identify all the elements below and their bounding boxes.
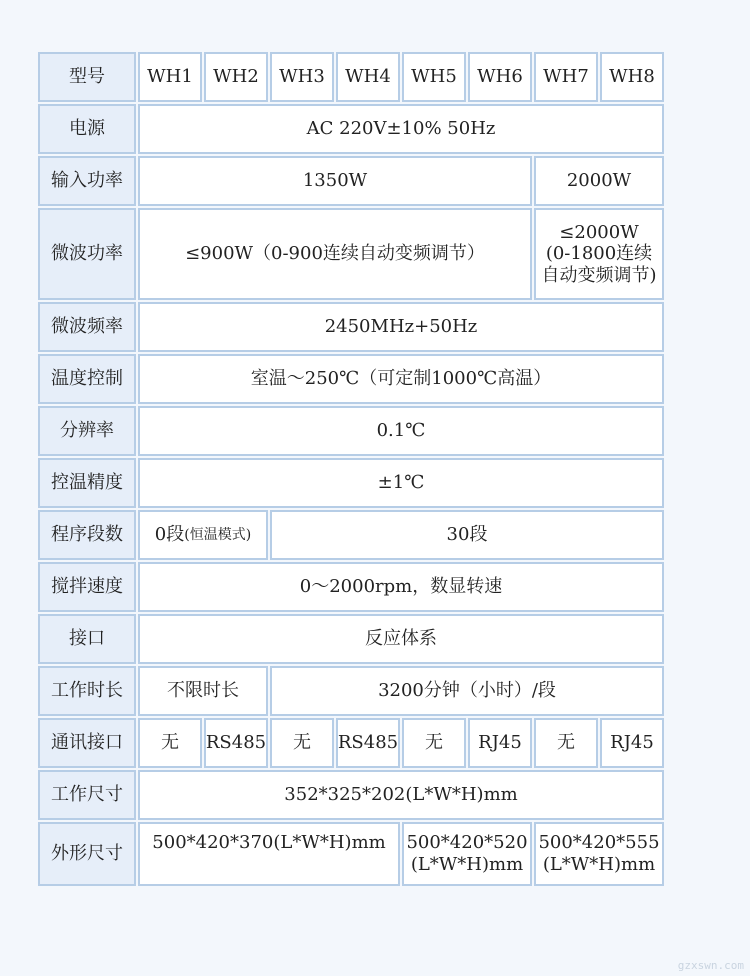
outer-size-line: 500*420*520 bbox=[406, 832, 528, 854]
model-cell: WH5 bbox=[402, 52, 466, 102]
row-label-temp-control: 温度控制 bbox=[38, 354, 136, 404]
program-segments-value: 0段 bbox=[154, 524, 185, 546]
comm-interface-cell: 无 bbox=[138, 718, 202, 768]
working-size-value: 352*325*202(L*W*H)mm bbox=[138, 770, 664, 820]
comm-interface-cell: 无 bbox=[534, 718, 598, 768]
outer-size-line: (L*W*H)mm bbox=[410, 854, 524, 875]
comm-interface-cell: RJ45 bbox=[468, 718, 532, 768]
interface-value: 反应体系 bbox=[138, 614, 664, 664]
working-time-wh1-wh2: 不限时长 bbox=[138, 666, 268, 716]
row-label-power-supply: 电源 bbox=[38, 104, 136, 154]
resolution-value: 0.1℃ bbox=[138, 406, 664, 456]
microwave-power-line: ≤2000W bbox=[559, 221, 639, 243]
watermark: gzxswn.com bbox=[677, 959, 744, 972]
outer-size-wh7-wh8 bbox=[534, 822, 664, 886]
program-segments-wh1-wh2 bbox=[138, 510, 268, 560]
model-cell: WH8 bbox=[600, 52, 664, 102]
program-segments-wh3-wh8: 30段 bbox=[270, 510, 664, 560]
outer-size-wh1-wh4: 500*420*370(L*W*H)mm bbox=[138, 822, 400, 886]
temp-accuracy-value: ±1℃ bbox=[138, 458, 664, 508]
comm-interface-cell: 无 bbox=[402, 718, 466, 768]
comm-interface-cell: 无 bbox=[270, 718, 334, 768]
microwave-power-wh7-wh8 bbox=[534, 208, 664, 300]
microwave-power-wh1-wh6: ≤900W（0-900连续自动变频调节） bbox=[138, 208, 532, 300]
row-label-working-time: 工作时长 bbox=[38, 666, 136, 716]
row-label-stirring-speed: 搅拌速度 bbox=[38, 562, 136, 612]
working-time-wh3-wh8: 3200分钟（小时）/段 bbox=[270, 666, 664, 716]
microwave-power-line: 自动变频调节) bbox=[541, 264, 657, 286]
stirring-speed-value: 0～2000rpm，数显转速 bbox=[138, 562, 664, 612]
row-label-resolution: 分辨率 bbox=[38, 406, 136, 456]
comm-interface-cell: RS485 bbox=[336, 718, 400, 768]
model-cell: WH3 bbox=[270, 52, 334, 102]
comm-interface-cell: RJ45 bbox=[600, 718, 664, 768]
outer-size-line: 500*420*555 bbox=[538, 832, 660, 854]
model-cell: WH1 bbox=[138, 52, 202, 102]
outer-size-line: (L*W*H)mm bbox=[542, 854, 656, 875]
power-supply-value: AC 220V±10% 50Hz bbox=[138, 104, 664, 154]
row-label-interface: 接口 bbox=[38, 614, 136, 664]
row-label-temp-accuracy: 控温精度 bbox=[38, 458, 136, 508]
input-power-wh1-wh6: 1350W bbox=[138, 156, 532, 206]
microwave-freq-value: 2450MHz+50Hz bbox=[138, 302, 664, 352]
model-cell: WH2 bbox=[204, 52, 268, 102]
row-label-microwave-power: 微波功率 bbox=[38, 208, 136, 300]
row-label-outer-size: 外形尺寸 bbox=[38, 822, 136, 886]
temp-control-value: 室温～250℃（可定制1000℃高温） bbox=[138, 354, 664, 404]
model-cell: WH7 bbox=[534, 52, 598, 102]
row-label-model: 型号 bbox=[38, 52, 136, 102]
program-segments-note: (恒温模式) bbox=[184, 526, 252, 543]
model-cell: WH4 bbox=[336, 52, 400, 102]
outer-size-wh5-wh6 bbox=[402, 822, 532, 886]
spec-table bbox=[37, 51, 665, 887]
model-cell: WH6 bbox=[468, 52, 532, 102]
row-label-working-size: 工作尺寸 bbox=[38, 770, 136, 820]
microwave-power-line: (0-1800连续 bbox=[545, 243, 653, 265]
comm-interface-cell: RS485 bbox=[204, 718, 268, 768]
row-label-comm-interface: 通讯接口 bbox=[38, 718, 136, 768]
row-label-microwave-freq: 微波频率 bbox=[38, 302, 136, 352]
row-label-input-power: 输入功率 bbox=[38, 156, 136, 206]
input-power-wh7-wh8: 2000W bbox=[534, 156, 664, 206]
row-label-program-segments: 程序段数 bbox=[38, 510, 136, 560]
